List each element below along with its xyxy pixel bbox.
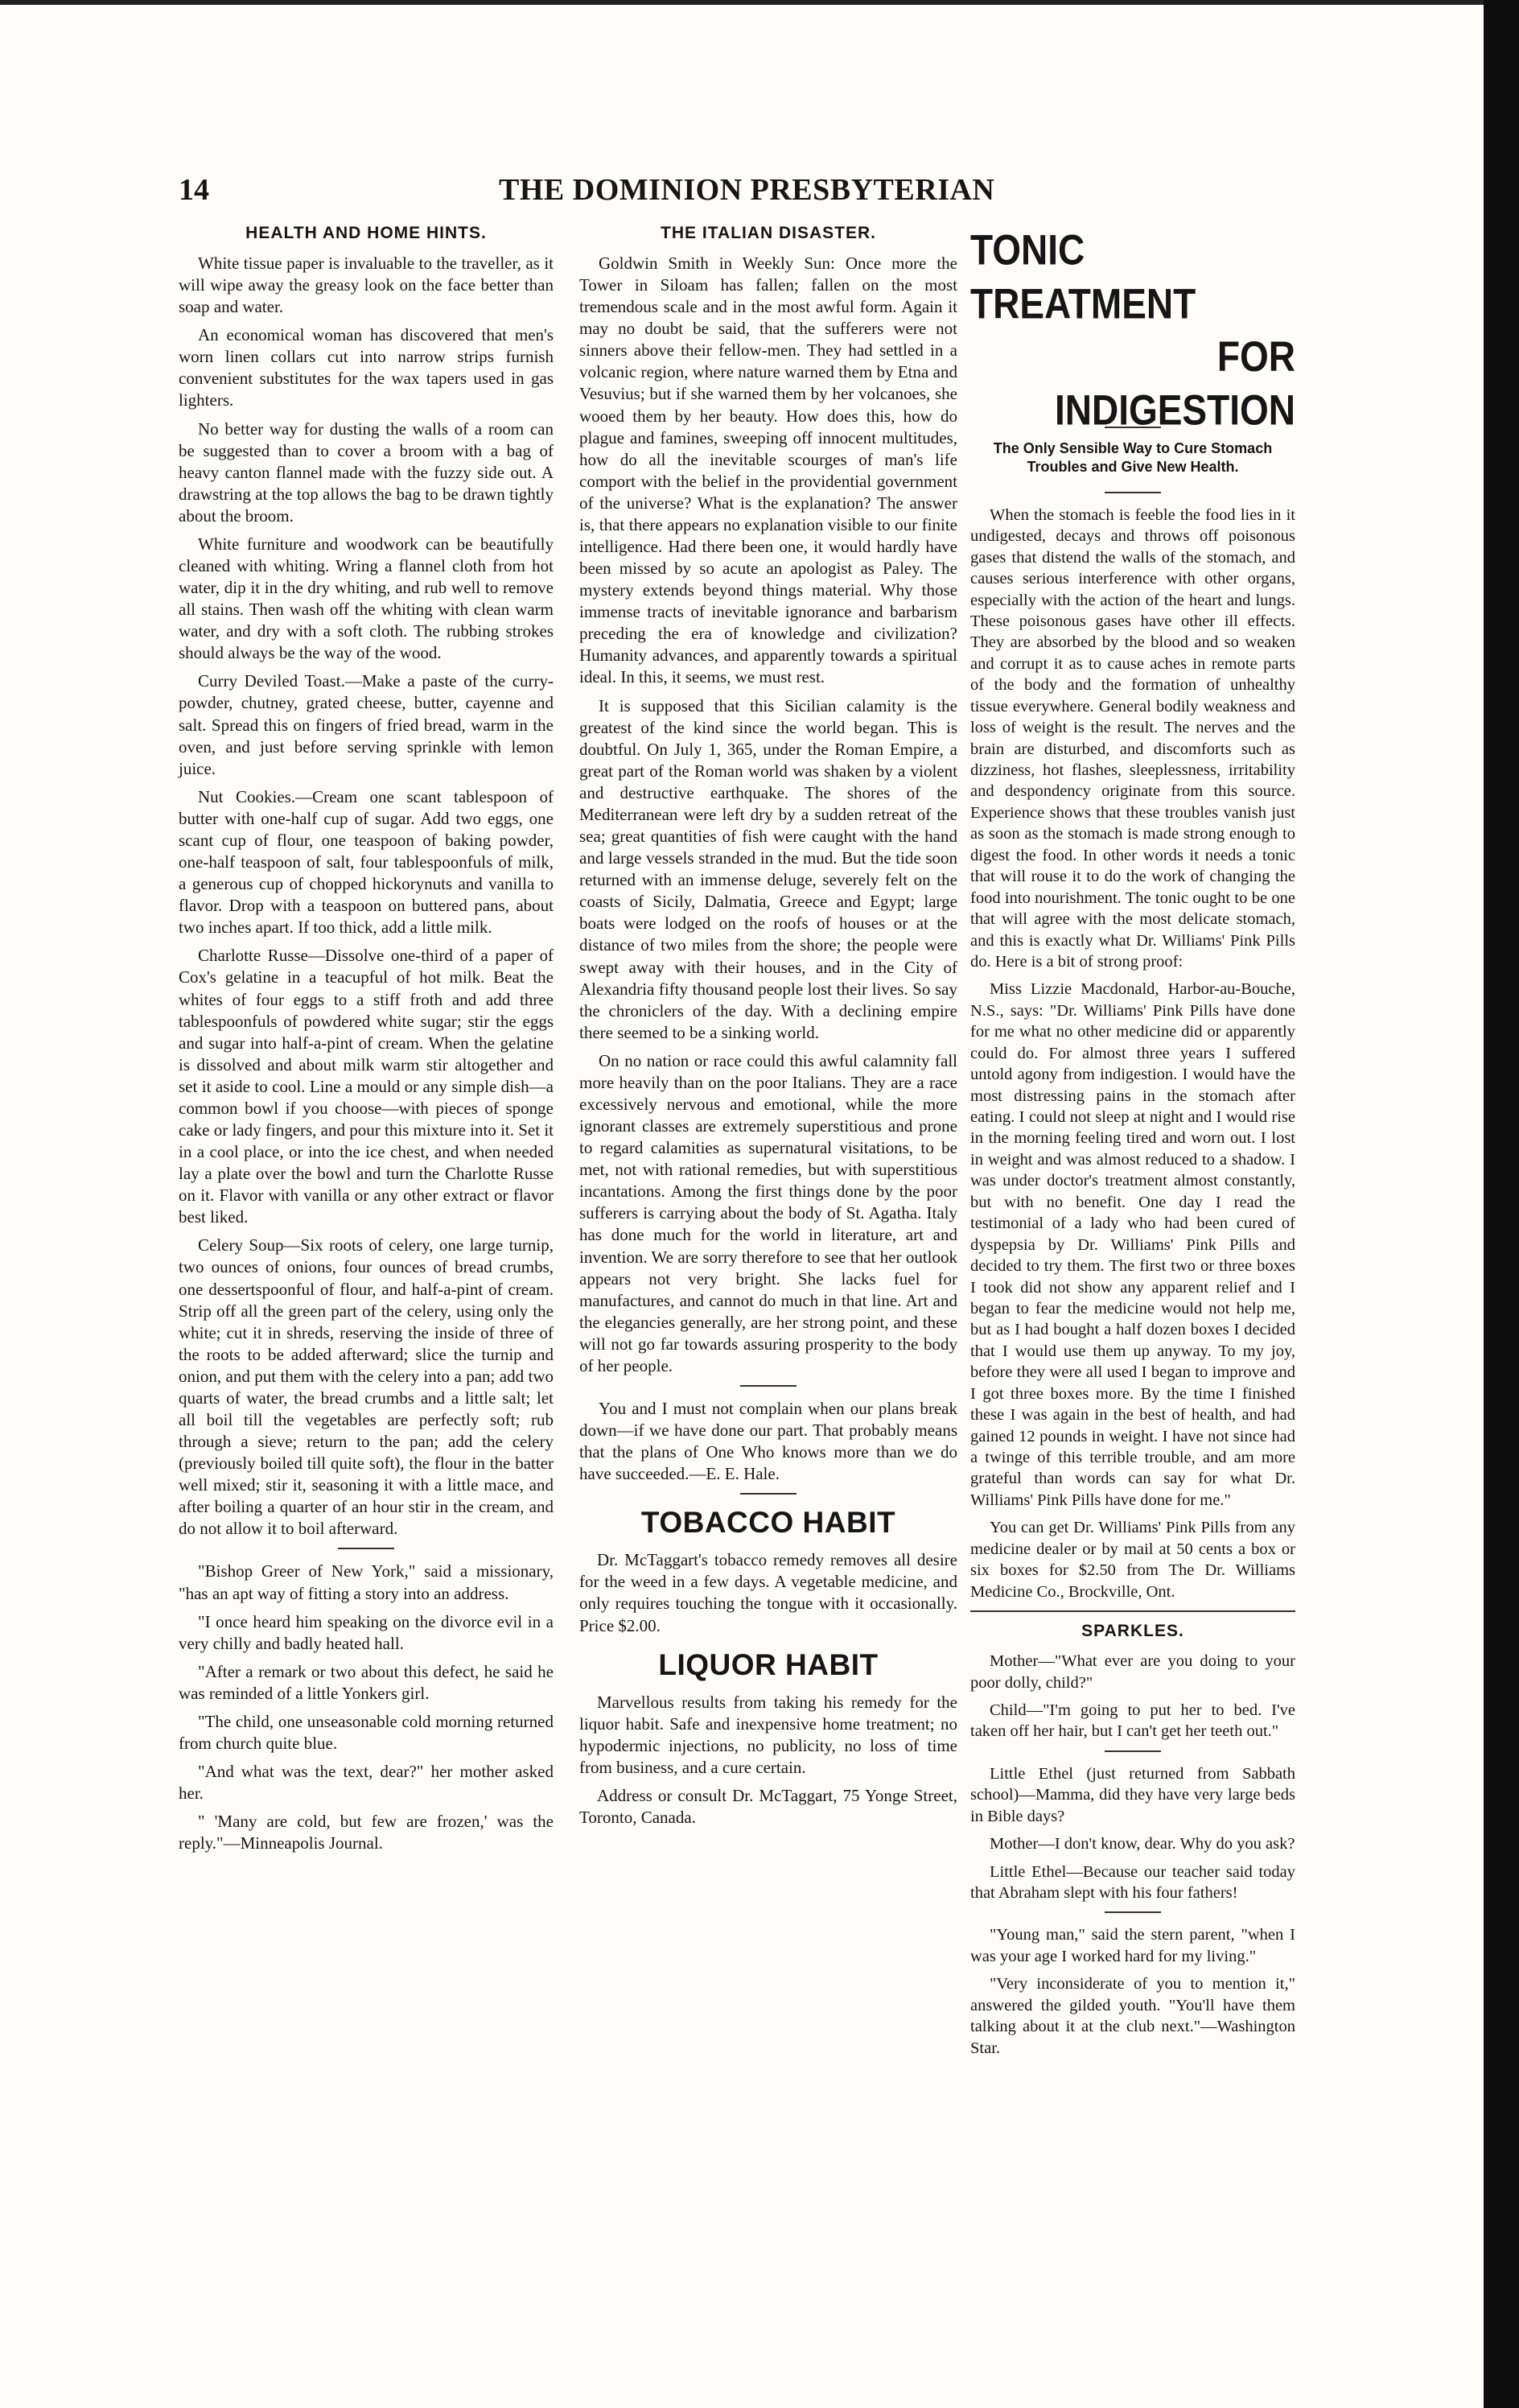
health-paragraph: Nut Cookies.—Cream one scant tablespoon of butter with one-half cup of sugar. Add two eggs, one scant cup of flour, one teaspoon of baking powder, one-half teaspoon of salt, four tablespoonfuls of milk, a generous cup of chopped hickorynuts and vanilla to flavor. Drop with a teaspoon on buttered pans, about two inches apart. If too thick, add a little milk.: [179, 786, 554, 938]
anecdote-paragraph: "I once heard him speaking on the divorce evil in a very chilly and badly heated hall.: [179, 1611, 554, 1653]
tonic-title-line1: TONIC TREATMENT: [970, 225, 1196, 328]
sparkles-line: Mother—"What ever are you doing to your poor dolly, child?": [970, 1652, 1295, 1692]
italian-paragraph: Goldwin Smith in Weekly Sun: Once more the Tower in Siloam has fallen; fallen on the most tremendous scale and in the most awful form. Again it may no doubt be said, that the sufferers were not sinners above their fellow-men. They had settled in a volcanic region, where nature warned them by Etna and Vesuvius; but if she warned them by her volcanoes, she wooed them by her beauty. How does this, how do plague and famines, sweeping off innocent multitudes, how do all the inevitable scourges of man's life comport with the belief in the providential government of the universe? What is the explanation? The answer is, that there appears no explanation visible to our finite intelligence. Had there been one, it would hardly have been missed by so acute an apologist as Paley. The mystery extends beyond things material. Why those immense tracts of inevitable ignorance and barbarism preceding the era of knowledge and civilization? Humanity advances, and apparently towards a spiritual ideal. In this, it seems, we must rest.: [579, 254, 957, 687]
divider: [338, 1548, 394, 1549]
page-number: 14: [179, 173, 209, 207]
sparkles-line: Little Ethel—Because our teacher said today that Abraham slept with his four fathers!: [970, 1862, 1295, 1903]
italian-paragraph: On no nation or race could this awful calamnity fall more heavily than on the poor Italians. They are a race excessively nervous and emotional, while the more ignorant classes are extremely superstitious and prone to regard calamities as supernatural visitations, to be met, not with rational remedies, but with superstitious incantations. Among the first things done by the poor sufferers is carrying about the body of St. Agatha. Italy has done much for the world in literature, art and invention. We are sorry therefore to see that her outlook appears not very bright. She lacks fuel for manufactures, and cannot do much in that line. Art and the elegancies generally, are her strong point, and these will not go far towards assuring prosperity to the body of her people.: [579, 1050, 957, 1375]
liquor-ad-text: Marvellous results from taking his remedy for the liquor habit. Safe and inexpensive home treatment; no hypodermic injections, no publicity, no loss of time from business, and a cure certain.: [579, 1692, 957, 1777]
anecdote-paragraph: "And what was the text, dear?" her mother asked her.: [179, 1762, 554, 1804]
column-tonic-treatment: [970, 224, 1295, 2065]
health-paragraph: An economical woman has discovered that men's worn linen collars cut into narrow strips furnish convenient substitutes for the wax tapers used in gas lighters.: [179, 325, 554, 410]
scan-right-edge: [1484, 0, 1519, 2408]
tonic-subtitle: The Only Sensible Way to Cure Stomach Troubles and Give New Health.: [993, 440, 1273, 476]
liquor-ad-title: LIQUOR HABIT: [658, 1647, 879, 1681]
tonic-ad-title: [970, 224, 1295, 437]
sparkles-line: "Very inconsiderate of you to mention it," answered the gilded youth. "You'll have them talking about it at the club next."—Washington Star.: [970, 1975, 1295, 2057]
health-paragraph: White furniture and woodwork can be beautifully cleaned with whiting. Wring a flannel cloth from hot water, dip it in the dry whiting, and rub well to remove all stains. Then wash off the whiting with clean warm water, and dry with a soft cloth. The rubbing strokes should always be the way of the wood.: [179, 534, 554, 663]
tonic-paragraph: You can get Dr. Williams' Pink Pills from any medicine dealer or by mail at 50 cents a box or six boxes for $2.50 from The Dr. Williams Medicine Co., Brockville, Ont.: [970, 1519, 1295, 1601]
divider: [740, 1385, 797, 1387]
journal-title: THE DOMINION PRESBYTERIAN: [499, 173, 995, 207]
health-paragraph: Curry Deviled Toast.—Make a paste of the curry-powder, chutney, grated cheese, butter, cayenne and salt. Spread this on fingers of fried bread, warm in the oven, and just before serving sprinkle with lemon juice.: [179, 671, 554, 778]
column-health: [179, 224, 554, 1861]
tonic-paragraph: Miss Lizzie Macdonald, Harbor-au-Bouche, N.S., says: "Dr. Williams' Pink Pills have done for me what no other medicine did or apparently could do. For almost three years I suffered untold agony from indigestion. I would have the most distressing pains in the stomach after eating. I could not sleep at night and I would rise in the morning feeling tired and worn out. I lost in weight and was almost reduced to a shadow. I was under doctor's treatment almost constantly, but with no benefit. One day I read the testimonial of a lady who had been cured of dyspepsia by Dr. Williams' Pink Pills and decided to try them. The first two or three boxes I took did not show any apparent relief and I began to fear the medicine would not help me, but as I had bought a half dozen boxes I decided that I would use them up anyway. To my joy, before they were all used I began to improve and I got three boxes more. By the time I finished these I was again in the best of health, and had gained 12 pounds in weight. I have not since had a twinge of this terrible trouble, and am more grateful than words can say for what Dr. Williams' Pink Pills have done for me.": [970, 980, 1295, 1509]
anecdote-paragraph: "After a remark or two about this defect, he said he was reminded of a little Yonkers girl.: [179, 1661, 554, 1703]
ad-address: Address or consult Dr. McTaggart, 75 Yonge Street, Toronto, Canada.: [579, 1785, 957, 1827]
anecdote-paragraph: "The child, one unseasonable cold morning returned from church quite blue.: [179, 1711, 554, 1753]
divider: [1105, 492, 1161, 493]
sparkles-line: Child—"I'm going to put her to bed. I've taken off her hair, but I can't get her teeth out.": [970, 1701, 1295, 1741]
health-paragraph: Charlotte Russe—Dissolve one-third of a paper of Cox's gelatine in a teacupful of hot milk. Beat the whites of four eggs to a stiff froth and add three tablespoonfuls of powdered white sugar; stir the eggs and sugar into half-a-pint of cream. When the gelatine is dissolved and about milk warm stir altogether and set it aside to cool. Line a mould or any simple dish—a common bowl if you choose—with pieces of sponge cake or lady fingers, and pour this mixture into it. Set it in a cool place, or into the ice chest, and when needed lay a plate over the bowl and turn the Charlotte Russe on it. Flavor with vanilla or any other extract or flavor best liked.: [179, 946, 554, 1227]
divider: [1105, 1911, 1161, 1913]
sparkles-heading: SPARKLES.: [1081, 1622, 1184, 1641]
sparkles-line: Mother—I don't know, dear. Why do you ask?: [990, 1835, 1295, 1853]
divider: [740, 1493, 797, 1495]
anecdote-paragraph: "Bishop Greer of New York," said a missionary, "has an apt way of fitting a story into an address.: [179, 1561, 554, 1603]
tonic-paragraph: When the stomach is feeble the food lies in it undigested, decays and throws off poisonous gases that distend the walls of the stomach, and causes serious interference with other organs, especially with the action of the heart and lungs. These poisonous gases have other ill effects. They are absorbed by the blood and so weaken and corrupt it as to cause aches in remote parts of the body and the formation of unhealthy tissue everywhere. General bodily weakness and loss of weight is the result. The nerves and the brain are disturbed, and discomforts such as dizziness, hot flashes, sleeplessness, irritability and despondency originate from this source. Experience shows that these troubles vanish just as soon as the stomach is made strong enough to digest the food. In other words it needs a tonic that will rouse it to do the work of changing the food into nourishment. The tonic ought to be one that will agree with the most delicate stomach, and this is exactly what Dr. Williams' Pink Pills do. Here is a bit of strong proof:: [970, 505, 1295, 971]
anecdote-paragraph: " 'Many are cold, but few are frozen,' was the reply."—Minneapolis Journal.: [179, 1812, 554, 1853]
italian-paragraph: It is supposed that this Sicilian calamity is the greatest of the kind since the world began. This is doubtful. On July 1, 365, under the Roman Empire, a great part of the Roman world was shaken by a violent and destructive earthquake. The shores of the Mediterranean were left dry by a sudden retreat of the sea; great quantities of fish were caught with the hand and large vessels stranded in the mud. But the tide soon returned with an immense deluge, severely felt on the coasts of Sicily, Dalmatia, Greece and Egypt; large boats were lodged on the roofs of houses or at the distance of two miles from the shore; the people were swept away with their houses, and in the City of Alexandria fifty thousand people lost their lives. So say the chroniclers of the day. With a declining empire there seemed to be a sinking world.: [579, 695, 957, 1042]
tobacco-ad-text: Dr. McTaggart's tobacco remedy removes all desire for the weed in a few days. A vegetable medicine, and only requires touching the tongue with it occasionally. Price $2.00.: [579, 1550, 957, 1635]
running-head: [179, 172, 995, 214]
tobacco-ad-title: TOBACCO HABIT: [640, 1506, 896, 1540]
italian-heading: THE ITALIAN DISASTER.: [661, 224, 876, 242]
health-heading: HEALTH AND HOME HINTS.: [245, 224, 487, 242]
health-paragraph: White tissue paper is invaluable to the traveller, as it will wipe away the greasy look on the face better than soap and water.: [179, 254, 554, 317]
divider: [1105, 1750, 1161, 1752]
column-italian-disaster: [579, 224, 957, 1835]
tonic-title-line2: FOR INDIGESTION: [1054, 332, 1295, 434]
sparkles-line: Little Ethel (just returned from Sabbath school)—Mamma, did they have very large beds in Bible days?: [970, 1764, 1295, 1825]
hale-quote: You and I must not complain when our plans break down—if we have done our part. That probably means that the plans of One Who knows more than we do have succeeded.—E. E. Hale.: [579, 1398, 957, 1484]
health-paragraph: Celery Soup—Six roots of celery, one large turnip, two ounces of onions, four ounces of bread crumbs, one dessertspoonful of flour, and half-a-pint of cream. Strip off all the green part of the celery, using only the white; cut it in shreds, reserving the inside of three of the roots to be added afterward; slice the turnip and onion, and put them with the celery into a pan; add two quarts of water, the bread crumbs and a little salt; let all boil till the vegetables are perfectly soft; rub through a sieve; return to the pan; add the celery (previously boiled till quite soft), the flour in the batter well mixed; stir it, seasoning it with a little mace, and after boiling a quarter of an hour stir in the cream, and do not allow it to boil afterward.: [179, 1235, 554, 1539]
divider: [970, 1610, 1295, 1612]
health-paragraph: No better way for dusting the walls of a room can be suggested than to cover a broom with a bag of heavy canton flannel made with the fuzzy side out. A drawstring at the top allows the bag to be drawn tightly about the broom.: [179, 419, 554, 526]
sparkles-line: "Young man," said the stern parent, "when I was your age I worked hard for my living.": [970, 1926, 1295, 1965]
